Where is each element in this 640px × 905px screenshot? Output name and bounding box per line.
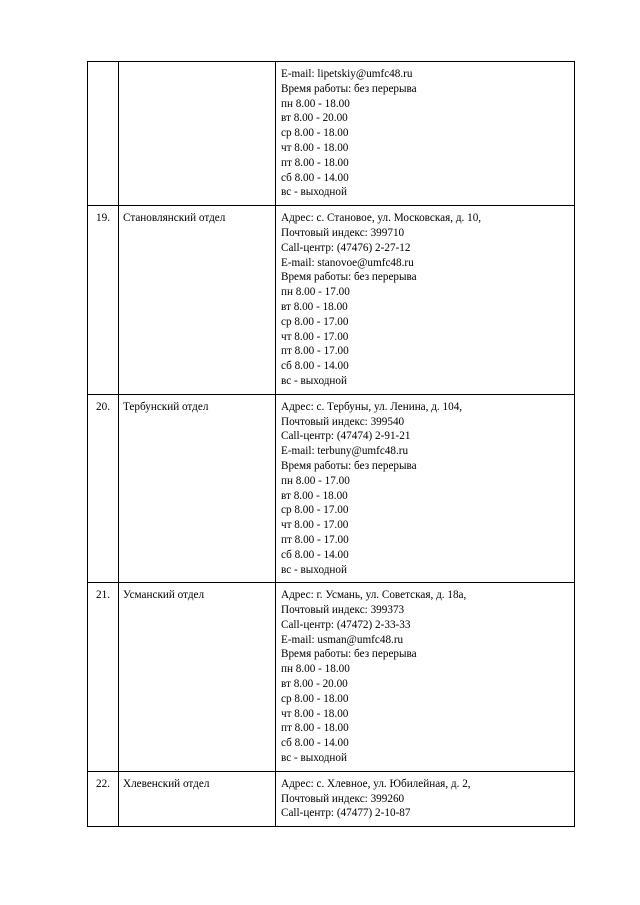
detail-line: Call-центр: (47477) 2-10-87 bbox=[281, 807, 411, 820]
detail-line: вс - выходной bbox=[281, 563, 347, 576]
table-row bbox=[88, 206, 575, 395]
detail-line: Почтовый индекс: 399373 bbox=[281, 604, 405, 617]
table-row bbox=[88, 62, 575, 206]
detail-line: Время работы: без перерыва bbox=[281, 271, 417, 284]
detail-line: E-mail: lipetskiy@umfc48.ru bbox=[281, 68, 413, 80]
office-details bbox=[276, 771, 575, 826]
detail-line: вс - выходной bbox=[281, 186, 347, 199]
detail-line: пн 8.00 - 17.00 bbox=[281, 474, 350, 487]
detail-line: пт 8.00 - 17.00 bbox=[281, 533, 349, 546]
detail-line: Время работы: без перерыва bbox=[281, 459, 417, 472]
table-row bbox=[88, 771, 575, 826]
row-number: 22. bbox=[88, 771, 119, 826]
detail-line: Адрес: с. Тербуны, ул. Ленина, д. 104, bbox=[281, 400, 463, 413]
detail-line: Адрес: г. Усмань, ул. Советская, д. 18а, bbox=[281, 589, 467, 602]
table-row bbox=[88, 583, 575, 772]
detail-line: чт 8.00 - 17.00 bbox=[281, 330, 349, 343]
row-number bbox=[88, 62, 119, 206]
office-name: Становлянский отдел bbox=[119, 206, 276, 395]
row-number: 21. bbox=[88, 583, 119, 772]
office-name bbox=[119, 62, 276, 206]
detail-line: Почтовый индекс: 399260 bbox=[281, 792, 405, 805]
detail-line: Call-центр: (47474) 2-91-21 bbox=[281, 430, 411, 443]
detail-line: пн 8.00 - 18.00 bbox=[281, 663, 350, 676]
detail-line: сб 8.00 - 14.00 bbox=[281, 360, 349, 373]
office-name: Тербунский отдел bbox=[119, 394, 276, 583]
detail-line: ср 8.00 - 18.00 bbox=[281, 127, 349, 140]
detail-line: Call-центр: (47472) 2-33-33 bbox=[281, 618, 411, 631]
detail-line: чт 8.00 - 18.00 bbox=[281, 141, 349, 154]
detail-line: сб 8.00 - 14.00 bbox=[281, 171, 349, 184]
detail-line: сб 8.00 - 14.00 bbox=[281, 548, 349, 561]
detail-line: E-mail: usman@umfc48.ru bbox=[281, 633, 404, 646]
detail-line: Почтовый индекс: 399540 bbox=[281, 415, 405, 428]
detail-line: чт 8.00 - 17.00 bbox=[281, 519, 349, 532]
detail-line: Почтовый индекс: 399710 bbox=[281, 226, 405, 239]
detail-line: Call-центр: (47476) 2-27-12 bbox=[281, 241, 411, 254]
detail-line: пн 8.00 - 17.00 bbox=[281, 286, 350, 299]
detail-line: Адрес: с. Становое, ул. Московская, д. 10, bbox=[281, 212, 482, 225]
office-details bbox=[276, 583, 575, 772]
row-number: 19. bbox=[88, 206, 119, 395]
detail-line: пн 8.00 - 18.00 bbox=[281, 97, 350, 110]
table-row bbox=[88, 394, 575, 583]
detail-line: вс - выходной bbox=[281, 752, 347, 765]
detail-line: пт 8.00 - 17.00 bbox=[281, 345, 349, 358]
detail-line: Время работы: без перерыва bbox=[281, 648, 417, 661]
detail-line: E-mail: stanovoe@umfc48.ru bbox=[281, 256, 414, 269]
detail-line: пт 8.00 - 18.00 bbox=[281, 156, 349, 169]
detail-line: вс - выходной bbox=[281, 374, 347, 387]
detail-line: чт 8.00 - 18.00 bbox=[281, 707, 349, 720]
offices-table bbox=[87, 61, 575, 827]
office-name: Усманский отдел bbox=[119, 583, 276, 772]
detail-line: вт 8.00 - 20.00 bbox=[281, 678, 348, 691]
office-details bbox=[276, 62, 575, 206]
detail-line: ср 8.00 - 17.00 bbox=[281, 504, 349, 517]
detail-line: Адрес: с. Хлевное, ул. Юбилейная, д. 2, bbox=[281, 777, 471, 790]
detail-line: вт 8.00 - 20.00 bbox=[281, 112, 348, 125]
detail-line: сб 8.00 - 14.00 bbox=[281, 737, 349, 750]
detail-line: E-mail: terbuny@umfc48.ru bbox=[281, 445, 409, 458]
office-details bbox=[276, 394, 575, 583]
row-number: 20. bbox=[88, 394, 119, 583]
detail-line: вт 8.00 - 18.00 bbox=[281, 489, 348, 502]
office-name: Хлевенский отдел bbox=[119, 771, 276, 826]
detail-line: ср 8.00 - 17.00 bbox=[281, 315, 349, 328]
offices-table-body bbox=[88, 62, 575, 827]
detail-line: вт 8.00 - 18.00 bbox=[281, 300, 348, 313]
office-details bbox=[276, 206, 575, 395]
detail-line: ср 8.00 - 18.00 bbox=[281, 692, 349, 705]
detail-line: Время работы: без перерыва bbox=[281, 82, 417, 95]
detail-line: пт 8.00 - 18.00 bbox=[281, 722, 349, 735]
